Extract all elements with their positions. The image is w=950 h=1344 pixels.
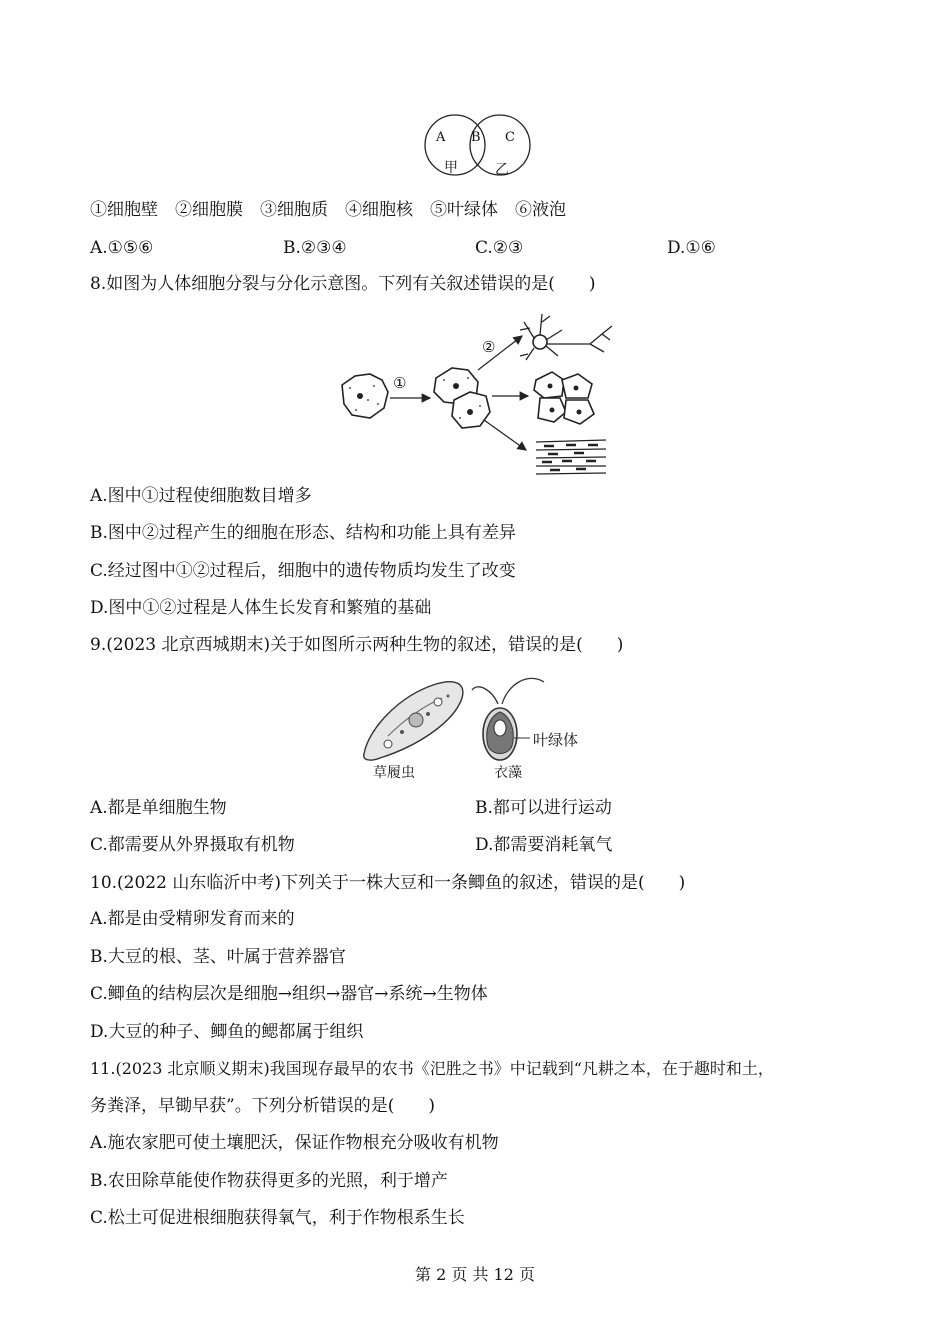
q7-option-c: C.②③ xyxy=(475,238,524,258)
q9-option-b: B.都可以进行运动 xyxy=(475,798,612,818)
q8-option-c: C.经过图中①②过程后，细胞中的遗传物质均发生了改变 xyxy=(90,561,516,581)
cell-division-diagram xyxy=(330,300,620,480)
q8-step2-label: ② xyxy=(482,338,496,356)
q9-chloroplast-label: 叶绿体 xyxy=(533,731,579,749)
paramecium-image xyxy=(358,674,468,764)
q9-stem: 9.(2023 北京西城期末)关于如图所示两种生物的叙述，错误的是( ) xyxy=(90,635,624,655)
q8-step1-label: ① xyxy=(393,374,407,392)
venn-diagram xyxy=(410,110,545,182)
q11-option-b: B.农田除草能使作物获得更多的光照，利于增产 xyxy=(90,1171,448,1191)
q11-stem-line1: 11.(2023 北京顺义期末)我国现存最早的农书《汜胜之书》中记载到“凡耕之本，在于趣时和土， xyxy=(90,1059,774,1078)
q9-option-a: A.都是单细胞生物 xyxy=(90,798,227,818)
page-footer: 第 2 页 共 12 页 xyxy=(415,1265,535,1284)
q10-option-b: B.大豆的根、茎、叶属于营养器官 xyxy=(90,947,346,967)
q10-option-c: C.鲫鱼的结构层次是细胞→组织→器官→系统→生物体 xyxy=(90,984,488,1004)
q8-option-d: D.图中①②过程是人体生长发育和繁殖的基础 xyxy=(90,598,432,618)
chlamydomonas-image xyxy=(470,668,550,768)
q10-option-d: D.大豆的种子、鲫鱼的鳃都属于组织 xyxy=(90,1022,364,1042)
q10-stem: 10.(2022 山东临沂中考)下列关于一株大豆和一条鲫鱼的叙述，错误的是( ) xyxy=(90,873,686,893)
q10-option-a: A.都是由受精卵发育而来的 xyxy=(90,909,295,929)
q11-option-c: C.松土可促进根细胞获得氧气，利于作物根系生长 xyxy=(90,1208,465,1228)
q11-stem-line2: 务粪泽，早锄早获”。下列分析错误的是( ) xyxy=(90,1096,435,1116)
venn-right-name: 乙 xyxy=(495,162,509,178)
q7-items: ①细胞壁 ②细胞膜 ③细胞质 ④细胞核 ⑤叶绿体 ⑥液泡 xyxy=(90,200,566,220)
q8-option-a: A.图中①过程使细胞数目增多 xyxy=(90,486,312,506)
q7-option-b: B.②③④ xyxy=(283,238,347,258)
q7-option-d: D.①⑥ xyxy=(667,238,716,258)
q9-option-d: D.都需要消耗氧气 xyxy=(475,835,613,855)
q8-option-b: B.图中②过程产生的细胞在形态、结构和功能上具有差异 xyxy=(90,523,516,543)
venn-label-a: A xyxy=(436,130,446,145)
q9-chlamydomonas-label: 衣藻 xyxy=(494,765,522,781)
venn-left-name: 甲 xyxy=(444,160,458,176)
q9-option-c: C.都需要从外界摄取有机物 xyxy=(90,835,295,855)
q9-paramecium-label: 草履虫 xyxy=(373,765,415,781)
q7-option-a: A.①⑤⑥ xyxy=(90,238,154,258)
q11-option-a: A.施农家肥可使土壤肥沃，保证作物根充分吸收有机物 xyxy=(90,1133,499,1153)
venn-label-c: C xyxy=(505,130,515,145)
q8-stem: 8.如图为人体细胞分裂与分化示意图。下列有关叙述错误的是( ) xyxy=(90,274,596,294)
venn-label-b: B xyxy=(471,130,481,145)
